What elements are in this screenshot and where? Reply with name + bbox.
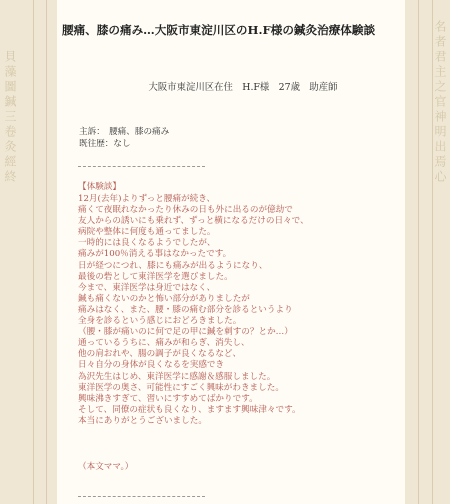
testimonial-line: そして、同僚の症状も良くなり、ますます興味津々です。 (78, 404, 301, 415)
medical-history: 既往歴：なし (79, 139, 131, 149)
testimonial-line: 友人からの誘いにも乗れず、ずっと横になるだけの日々で、 (78, 216, 309, 227)
testimonial-line: 今まで、東洋医学は身近ではなく、 (78, 282, 216, 293)
testimonial-line: 日々自分の身体が良くなるを実感でき (78, 360, 225, 371)
testimonial-line: 一時的には良くなるようでしたが、 (78, 238, 216, 249)
patient-profile: 大阪市東淀川区在住 H.F様 27歳 助産師 (148, 82, 338, 93)
testimonial-line: 興味沸きすぎて、習いにすすめてばかりです。 (78, 393, 258, 404)
testimonial-line: 痛みが100％消える事はなかったです。 (78, 249, 232, 260)
testimonial-heading: 【体験談】 (78, 182, 121, 192)
testimonial-line: 為沢先生はじめ、東洋医学に感謝＆感服しました。 (78, 371, 276, 382)
divider-bottom (78, 496, 205, 497)
testimonial-closing-note: （本文ママ。） (78, 462, 134, 472)
testimonial-line: 日が経つにつれ、膝にも痛みが出るようになり、 (78, 260, 268, 271)
background-ruling-right (418, 0, 419, 504)
testimonial-line: 最後の砦として東洋医学を選びました。 (78, 271, 233, 282)
background-ruling-left-2 (46, 0, 47, 504)
background-manuscript-left: 貝藻圖鍼三卷灸經終 (3, 50, 17, 185)
background-manuscript-right: 名者君主之官神明出焉心 (433, 20, 447, 185)
chief-complaint: 主訴： 腰痛、膝の痛み (79, 127, 170, 137)
testimonial-line: 痛くて夜眠れなかったり休みの日も外に出るのが億劫で (78, 205, 293, 216)
testimonial-line: 他の肩おれや、腸の調子が良くなるなど、 (78, 349, 242, 360)
testimonial-line: 東洋医学の奥さ、可能性にすごく興味がわきました。 (78, 382, 284, 393)
article-title: 腰痛、膝の痛み…大阪市東淀川区のH.F様の鍼灸治療体験談 (62, 23, 376, 37)
testimonial-line: （腰・膝が痛いのに何で足の甲に鍼を刺すの？とか…） (78, 327, 293, 338)
background-ruling-left (33, 0, 34, 504)
patient-meta (79, 126, 169, 150)
testimonial-line: 本当にありがとうございました。 (78, 415, 207, 426)
testimonial-line: 12月(去年)よりずっと腰痛が続き、 (78, 194, 216, 204)
testimonial-line: 全身を診るという感じにおどろきました。 (78, 316, 242, 327)
testimonial-line: 鍼も痛くないのかと怖い部分がありましたが (78, 293, 250, 304)
testimonial-line: 痛みはなく、また、腰・膝の痛む部分を診るというより (78, 304, 293, 315)
divider-top (78, 166, 205, 167)
testimonial-line: 通っているうちに、痛みが和らぎ、消失し、 (78, 338, 250, 349)
testimonial-body (78, 194, 388, 427)
testimonial-line: 病院や整体に何度も通ってました。 (78, 227, 216, 238)
